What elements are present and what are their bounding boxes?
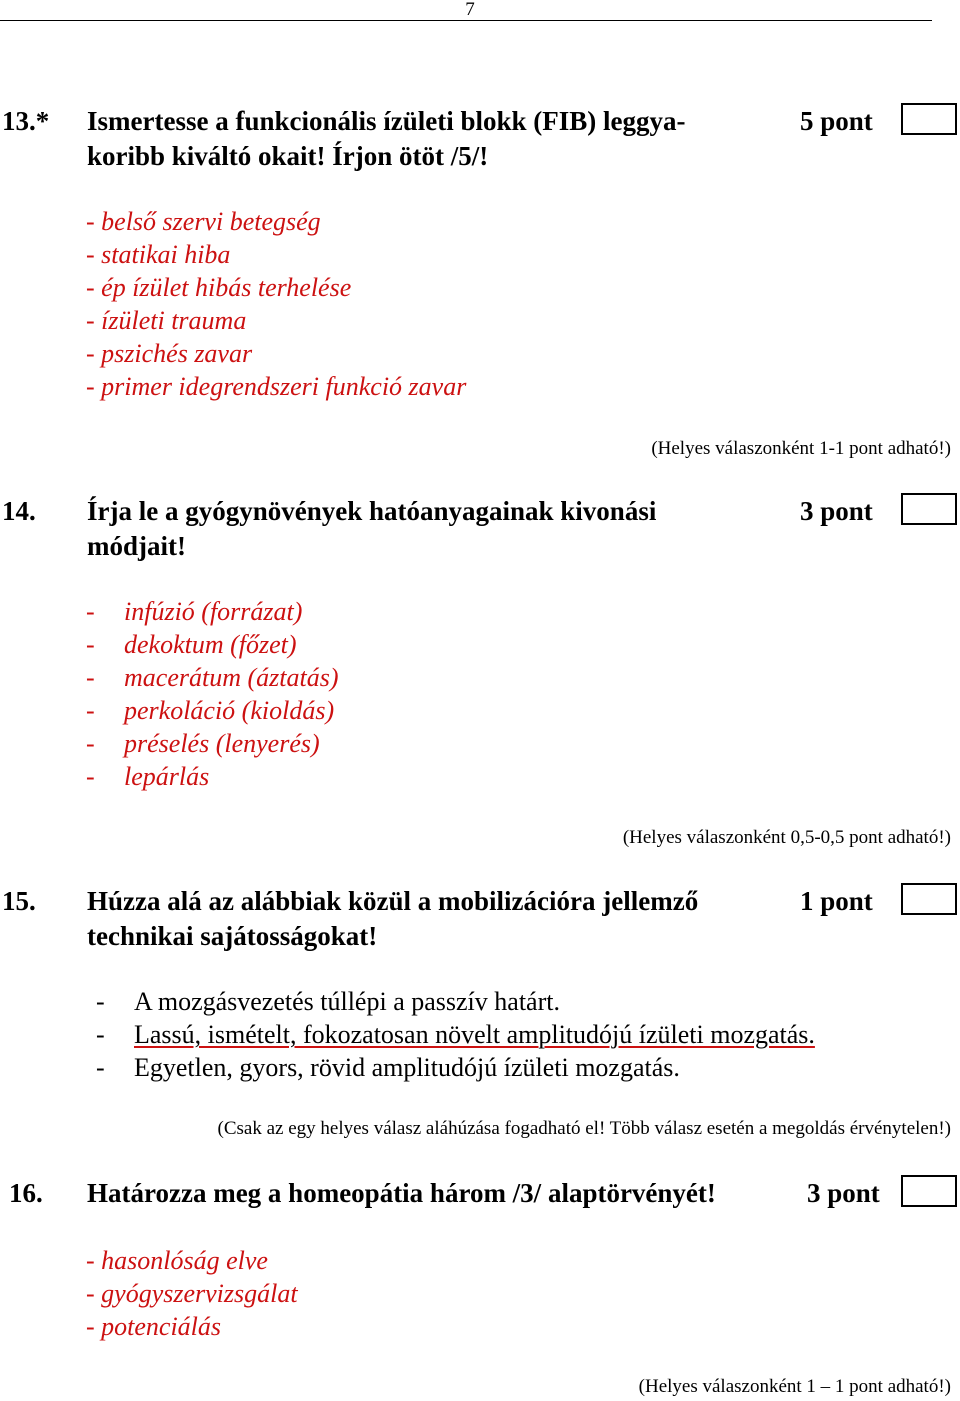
answer-item: - macerátum (áztatás) <box>86 663 339 692</box>
score-box[interactable] <box>901 883 957 915</box>
points-label: 1 pont <box>800 886 873 916</box>
question-number: 13.* <box>2 106 50 136</box>
answer-item: - infúzió (forrázat) <box>86 597 303 626</box>
answer-item: - statikai hiba <box>86 240 231 269</box>
page-number: 7 <box>465 0 475 20</box>
question-text-line1: Ismertesse a funkcionális ízületi blokk (FIB) leggya- <box>87 106 686 136</box>
option-text-underlined: Lassú, ismételt, fokozatosan növelt amplitudójú ízületi mozgatás. <box>134 1020 815 1049</box>
answer-item: - hasonlóság elve <box>86 1246 268 1275</box>
scoring-note: (Csak az egy helyes válasz aláhúzása fogadható el! Több válasz esetén a megoldás érvénytelen!) <box>217 1118 951 1139</box>
answer-item: - dekoktum (főzet) <box>86 630 297 659</box>
answer-item: - ízületi trauma <box>86 306 247 335</box>
option-text: Egyetlen, gyors, rövid amplitudójú ízületi mozgatás. <box>134 1053 680 1082</box>
answer-option[interactable]: - A mozgásvezetés túllépi a passzív határt. <box>96 987 560 1016</box>
answer-item: - perkoláció (kioldás) <box>86 696 335 725</box>
question-number: 16. <box>9 1178 43 1208</box>
answer-text: dekoktum (főzet) <box>124 630 297 659</box>
question-text-line1: Írja le a gyógynövények hatóanyagainak kivonási <box>87 496 657 526</box>
points-label: 3 pont <box>800 496 873 526</box>
answer-item: - gyógyszervizsgálat <box>86 1279 298 1308</box>
answer-item: - potenciálás <box>86 1312 222 1341</box>
score-box[interactable] <box>901 493 957 525</box>
answer-option[interactable]: - Egyetlen, gyors, rövid amplitudójú ízületi mozgatás. <box>96 1053 680 1082</box>
answer-text: infúzió (forrázat) <box>124 597 303 626</box>
answer-item: - pszichés zavar <box>86 339 253 368</box>
answer-item: - belső szervi betegség <box>86 207 321 236</box>
question-text-line2: módjait! <box>87 531 186 561</box>
question-text-line1: Húzza alá az alábbiak közül a mobilizációra jellemző <box>87 886 699 916</box>
answer-text: préselés (lenyerés) <box>124 729 320 758</box>
score-box[interactable] <box>901 1175 957 1207</box>
question-number: 15. <box>2 886 36 916</box>
answer-option-selected[interactable]: - Lassú, ismételt, fokozatosan növelt amplitudójú ízületi mozgatás. <box>96 1020 815 1049</box>
answer-item: - primer idegrendszeri funkció zavar <box>86 372 467 401</box>
question-number: 14. <box>2 496 36 526</box>
question-text-line2: koribb kiváltó okait! Írjon ötöt /5/! <box>87 141 489 171</box>
score-box[interactable] <box>901 103 957 135</box>
answer-text: macerátum (áztatás) <box>124 663 339 692</box>
scoring-note: (Helyes válaszonként 0,5-0,5 pont adható!) <box>622 827 951 848</box>
question-text-line2: technikai sajátosságokat! <box>87 921 378 951</box>
points-label: 5 pont <box>800 106 873 136</box>
question-text-line1: Határozza meg a homeopátia három /3/ alaptörvényét! <box>87 1178 716 1208</box>
header-divider <box>0 20 932 21</box>
answer-text: perkoláció (kioldás) <box>124 696 335 725</box>
answer-item: - préselés (lenyerés) <box>86 729 320 758</box>
answer-item: - lepárlás <box>86 762 210 791</box>
option-text: A mozgásvezetés túllépi a passzív határt. <box>134 987 560 1016</box>
answer-text: lepárlás <box>124 762 210 791</box>
points-label: 3 pont <box>807 1178 880 1208</box>
scoring-note: (Helyes válaszonként 1 – 1 pont adható!) <box>638 1376 951 1397</box>
scoring-note: (Helyes válaszonként 1-1 pont adható!) <box>651 438 951 459</box>
answer-item: - ép ízület hibás terhelése <box>86 273 352 302</box>
